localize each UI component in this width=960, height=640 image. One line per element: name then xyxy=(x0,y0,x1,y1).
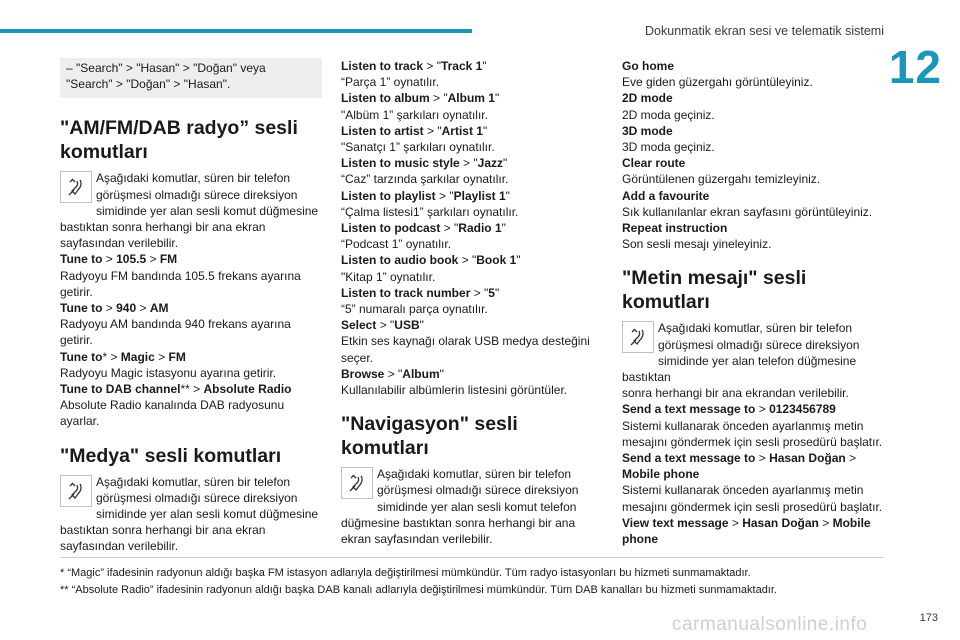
command-desc: Etkin ses kaynağı olarak USB medya desteğini xyxy=(341,334,590,349)
command-desc: getirir. xyxy=(60,333,93,348)
command-arg: phone xyxy=(622,532,658,547)
search-note-box xyxy=(60,58,322,98)
intro-line: görüşmesi olmadığı sürece direksiyon xyxy=(377,483,579,498)
command-desc: mesajını göndermek için sesli prosedürü başlatır. xyxy=(622,434,883,449)
navigation-command-list xyxy=(622,58,884,252)
command-desc: Absolute Radio kanalında DAB radyosunu xyxy=(60,398,285,413)
command-tune-am: Tune to > 940 > AM xyxy=(60,301,169,316)
footnote-divider xyxy=(60,557,884,558)
command-desc: mesajını göndermek için sesli prosedürü başlatır. xyxy=(622,499,883,514)
navigation-intro xyxy=(341,466,603,547)
intro-line: ekran sayfasından verilebilir. xyxy=(341,532,493,547)
command-browse: Browse > "Album" xyxy=(341,366,444,381)
command-desc: "Kitap 1” oynatılır. xyxy=(341,269,436,284)
intro-line: düğmesine bastıktan sonra herhangi bir ana xyxy=(341,515,576,530)
command-tune-magic: Tune to* > Magic > FM xyxy=(60,349,186,364)
intro-line: görüşmesi olmadığı sürece direksiyon xyxy=(658,337,860,352)
intro-line: simidinde yer alan sesli komut telefon xyxy=(377,499,577,514)
command-select: Select > "USB" xyxy=(341,318,424,333)
command-desc: Görüntülenen güzergahı temizleyiniz. xyxy=(622,172,821,187)
footnote: ** “Absolute Radio” ifadesinin radyonun aldığı başka DAB kanalı adlarıyla değiştirilmesi mümkündür. Tüm DAB kanalları bu hizmeti sunmamaktadır. xyxy=(60,584,777,596)
page-header-title: Dokunmatik ekran sesi ve telematik sistemi xyxy=(645,24,884,38)
media-intro xyxy=(60,474,322,555)
command-desc: Radyoyu AM bandında 940 frekans ayarına xyxy=(60,317,291,332)
command-desc: Radyoyu FM bandında 105.5 frekans ayarına xyxy=(60,268,301,283)
command-desc: seçer. xyxy=(341,350,374,365)
chapter-number: 12 xyxy=(888,41,942,93)
command-arg: Mobile phone xyxy=(622,467,700,482)
column-middle xyxy=(341,58,603,547)
navigation-command: 2D mode xyxy=(622,91,673,106)
command-desc: Sık kullanılanlar ekran sayfasını görüntüleyiniz. xyxy=(622,204,873,219)
command-desc: Son sesli mesajı yineleyiniz. xyxy=(622,237,772,252)
command-desc: 2D moda geçiniz. xyxy=(622,107,715,122)
command-desc: Sistemi kullanarak önceden ayarlanmış metin xyxy=(622,483,864,498)
intro-line: bastıktan sonra herhangi bir ana ekran xyxy=(60,523,266,538)
intro-line: sayfasından verilebilir. xyxy=(60,236,179,251)
text-message-section-heading: "Metin mesajı" sesli komutları xyxy=(622,267,807,314)
command-desc: Eve giden güzergahı görüntüleyiniz. xyxy=(622,75,813,90)
page-number: 173 xyxy=(919,612,938,624)
intro-line: simidinde yer alan telefon düğmesine bastıktan xyxy=(622,353,857,385)
media-command: Listen to music style > "Jazz" xyxy=(341,156,508,171)
media-command: Listen to artist > "Artist 1" xyxy=(341,123,488,138)
navigation-command: 3D mode xyxy=(622,123,673,138)
media-section-heading: "Medya" sesli komutları xyxy=(60,444,282,467)
command-desc: Sistemi kullanarak önceden ayarlanmış metin xyxy=(622,418,864,433)
note-line: – "Search" > "Hasan" > "Doğan" veya xyxy=(66,61,266,75)
intro-line: bastıktan sonra herhangi bir ana ekran xyxy=(60,220,266,235)
watermark: carmanualsonline.info xyxy=(672,614,868,635)
command-desc: "Sanatçı 1” şarkıları oynatılır. xyxy=(341,140,495,155)
intro-line: görüşmesi olmadığı sürece direksiyon xyxy=(96,187,298,202)
command-desc: Radyoyu Magic istasyonu ayarına getirir. xyxy=(60,365,277,380)
intro-line: simidinde yer alan sesli komut düğmesine xyxy=(96,507,319,522)
footnotes xyxy=(60,565,920,599)
command-desc: ayarlar. xyxy=(60,414,100,429)
command-desc: Kullanılabilir albümlerin listesini görüntüler. xyxy=(341,383,568,398)
media-command: Listen to track number > "5" xyxy=(341,285,500,300)
media-command: Listen to playlist > "Playlist 1" xyxy=(341,188,510,203)
header-accent-bar xyxy=(0,29,472,33)
text-message-intro xyxy=(622,320,884,401)
command-tune-fm: Tune to > 105.5 > FM xyxy=(60,252,178,267)
intro-line: Aşağıdaki komutlar, süren bir telefon xyxy=(658,321,853,336)
command-desc: “Parça 1” oynatılır. xyxy=(341,75,440,90)
navigation-command: Add a favourite xyxy=(622,188,710,203)
intro-line: sayfasından verilebilir. xyxy=(60,539,179,554)
command-tune-dab: Tune to DAB channel** > Absolute Radio xyxy=(60,382,292,397)
command-send-text-number: Send a text message to > 0123456789 xyxy=(622,402,836,417)
note-line: "Search" > "Doğan" > "Hasan". xyxy=(66,77,231,92)
column-right xyxy=(622,58,884,547)
intro-line: sonra herhangi bir ana ekrandan verilebilir. xyxy=(622,386,849,401)
command-view-text: View text message > Hasan Doğan > Mobile xyxy=(622,515,871,530)
radio-intro xyxy=(60,170,322,251)
media-command: Listen to podcast > "Radio 1" xyxy=(341,221,506,236)
media-command: Listen to album > "Album 1" xyxy=(341,91,500,106)
command-desc: “Podcast 1” oynatılır. xyxy=(341,237,452,252)
command-desc: "Albüm 1” şarkıları oynatılır. xyxy=(341,107,488,122)
intro-line: görüşmesi olmadığı sürece direksiyon xyxy=(96,490,298,505)
command-send-text-contact: Send a text message to > Hasan Doğan > xyxy=(622,451,857,466)
voice-command-icon xyxy=(341,467,373,499)
footnote: * “Magic” ifadesinin radyonun aldığı başka FM istasyon adlarıyla değiştirilmesi mümkündür. Tüm radyo istasyonları bu hizmeti sunmamaktadır. xyxy=(60,567,751,579)
command-desc: getirir. xyxy=(60,284,93,299)
navigation-command: Clear route xyxy=(622,156,686,171)
intro-line: Aşağıdaki komutlar, süren bir telefon xyxy=(377,467,572,482)
navigation-command: Go home xyxy=(622,59,675,73)
navigation-command: Repeat instruction xyxy=(622,221,728,236)
voice-command-icon xyxy=(60,171,92,203)
intro-line: Aşağıdaki komutlar, süren bir telefon xyxy=(96,474,291,489)
voice-command-icon xyxy=(60,475,92,507)
intro-line: Aşağıdaki komutlar, süren bir telefon xyxy=(96,171,291,186)
command-desc: “Çalma listesi1” şarkıları oynatılır. xyxy=(341,204,519,219)
media-command: Listen to audio book > "Book 1" xyxy=(341,253,521,268)
command-desc: “Caz” tarzında şarkılar oynatılır. xyxy=(341,172,509,187)
intro-line: simidinde yer alan sesli komut düğmesine xyxy=(96,203,319,218)
radio-section-heading: "AM/FM/DAB radyo” sesli komutları xyxy=(60,117,298,164)
media-command: Listen to track > "Track 1" xyxy=(341,59,487,73)
navigation-section-heading: "Navigasyon" sesli komutları xyxy=(341,413,518,460)
command-desc: 3D moda geçiniz. xyxy=(622,140,715,155)
voice-command-icon xyxy=(622,321,654,353)
column-left xyxy=(60,58,322,555)
media-command-list xyxy=(341,58,603,317)
command-desc: “5” numaralı parça oynatılır. xyxy=(341,302,488,317)
